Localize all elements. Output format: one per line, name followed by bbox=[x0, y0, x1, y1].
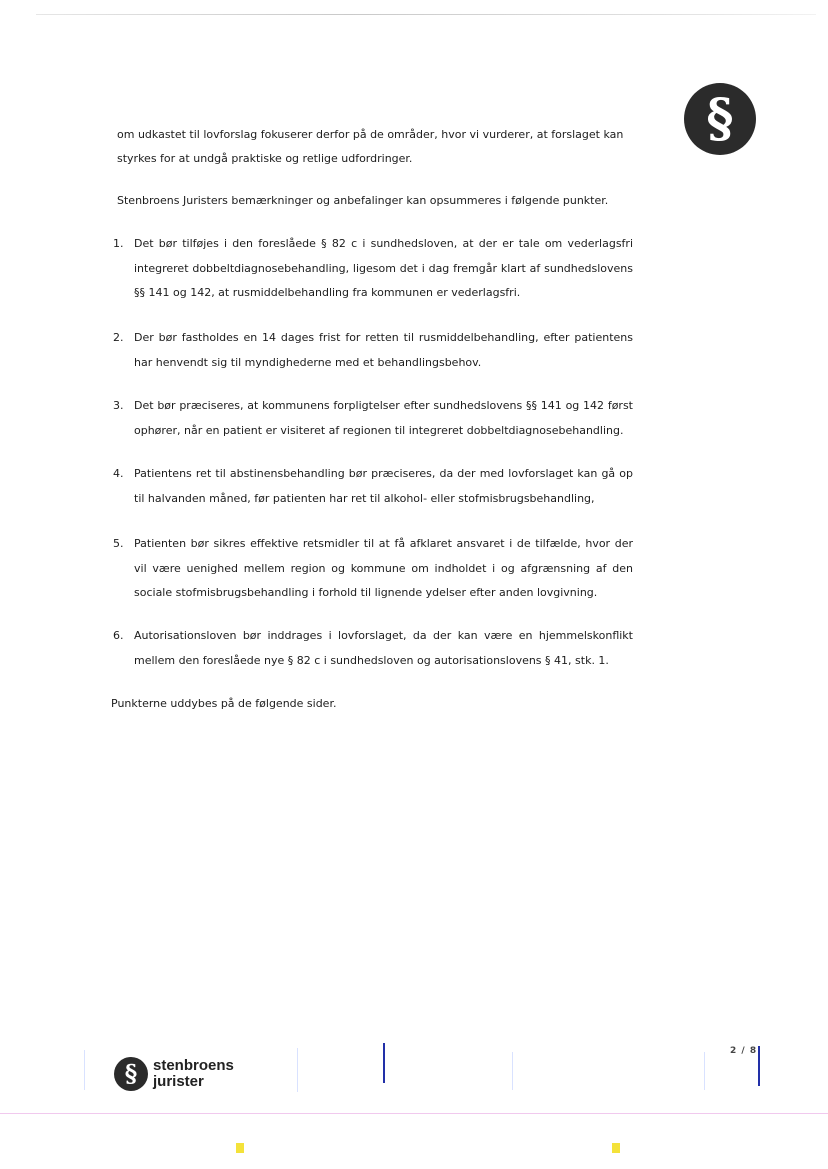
scan-artifact-mark bbox=[612, 1143, 620, 1153]
closing-sentence: Punkterne uddybes på de følgende sider. bbox=[111, 697, 337, 710]
summary-intro: Stenbroens Juristers bemærkninger og anbefalinger kan opsummeres i følgende punkter. bbox=[117, 194, 609, 207]
list-item bbox=[113, 326, 633, 375]
intro-line-2: styrkes for at undgå praktiske og retlige udfordringer. bbox=[117, 152, 413, 165]
page-number: 2 / 8 bbox=[730, 1046, 758, 1056]
intro-paragraph bbox=[117, 123, 632, 171]
list-text: Patienten bør sikres effektive retsmidler til at få afklaret ansvaret i de tilfælde, hvor der vil være uenighed mellem region og kommune om indholdet i og afgrænsning af den sociale stofmisbrugsbehandling i forhold til lignende ydelser efter anden lovgivning. bbox=[134, 537, 633, 599]
list-number: 3. bbox=[113, 399, 124, 412]
scan-artifact-rule bbox=[0, 1113, 828, 1114]
scan-artifact-line bbox=[704, 1052, 705, 1090]
scan-artifact-mark bbox=[236, 1143, 244, 1153]
scan-artifact-line bbox=[84, 1050, 85, 1090]
list-number: 6. bbox=[113, 629, 124, 642]
scan-artifact-line bbox=[297, 1048, 298, 1092]
list-text: Patientens ret til abstinensbehandling bør præciseres, da der med lovforslaget kan gå op til halvanden måned, før patienten har ret til alkohol- eller stofmisbrugsbehandling, bbox=[134, 467, 633, 505]
brand-name bbox=[153, 1058, 234, 1090]
list-item bbox=[113, 232, 633, 306]
list-item bbox=[113, 462, 633, 511]
list-text: Det bør tilføjes i den foreslåede § 82 c i sundhedsloven, at der er tale om vederlagsfri integreret dobbeltdiagnosebehandling, ligesom det i dag fremgår klart af sundhedslovens §§ 141 og 142, at rusmiddelbehandling fra kommunen er vederlagsfri. bbox=[134, 237, 633, 299]
footer-divider bbox=[758, 1046, 760, 1086]
list-item bbox=[113, 394, 633, 443]
paragraph-logo-icon: § bbox=[114, 1057, 148, 1091]
list-text: Det bør præciseres, at kommunens forpligtelser efter sundhedslovens §§ 141 og 142 først ophører, når en patient er visiteret af regionen til integreret dobbeltdiagnosebehandling. bbox=[134, 399, 633, 437]
top-rule bbox=[36, 14, 816, 15]
list-number: 4. bbox=[113, 467, 124, 480]
list-item bbox=[113, 532, 633, 606]
list-text: Der bør fastholdes en 14 dages frist for retten til rusmiddelbehandling, efter patientens har henvendt sig til myndighederne med et behandlingsbehov. bbox=[134, 331, 633, 369]
scan-artifact-line bbox=[512, 1052, 513, 1090]
list-number: 2. bbox=[113, 331, 124, 344]
brand-line-1: stenbroens bbox=[153, 1057, 234, 1074]
list-number: 5. bbox=[113, 537, 124, 550]
footer-divider bbox=[383, 1043, 385, 1083]
brand-line-2: jurister bbox=[153, 1073, 204, 1090]
list-number: 1. bbox=[113, 237, 124, 250]
list-item bbox=[113, 624, 633, 673]
intro-line-1: om udkastet til lovforslag fokuserer derfor på de områder, hvor vi vurderer, at forslaget kan bbox=[117, 128, 624, 141]
list-text: Autorisationsloven bør inddrages i lovforslaget, da der kan være en hjemmelskonflikt mellem den foreslåede nye § 82 c i sundhedsloven og autorisationslovens § 41, stk. 1. bbox=[134, 629, 633, 667]
paragraph-logo-icon: § bbox=[684, 83, 756, 155]
